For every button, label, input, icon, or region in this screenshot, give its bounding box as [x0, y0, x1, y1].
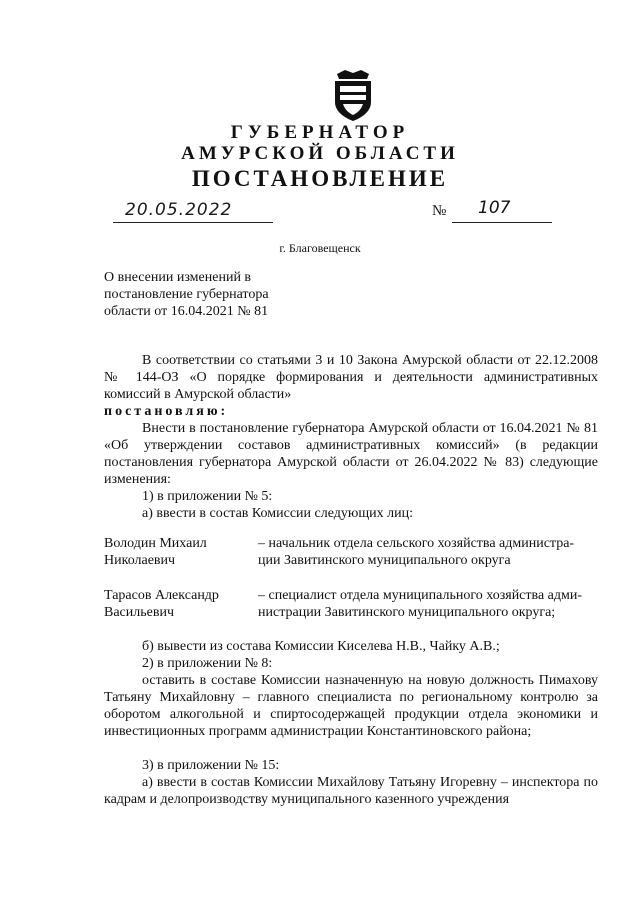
- person-description: [258, 535, 598, 569]
- preamble: В соответствии со статьями 3 и 10 Закона Амурской области от 22.12.2008 № 144-ОЗ «О порядке формирования и деятельности административных комиссий в Амурской области»: [104, 353, 598, 402]
- item-2-text: оставить в составе Комиссии назначенную на новую должность Пимахову Татьяну Михайловну – главного специалиста по региональному контролю за оборотом алкогольной и спиртосодержащей продукции отдела экономики и инвестиционных программ администрации Константиновского района;: [104, 673, 598, 739]
- person-desc-line: – начальник отдела сельского хозяйства администра-: [258, 536, 575, 551]
- person-description: [258, 587, 598, 621]
- item-3: 3) в приложении № 15:: [142, 758, 280, 773]
- person-desc-line: нистрации Завитинского муниципального округа;: [258, 605, 556, 620]
- coat-of-arms-icon: [331, 70, 375, 122]
- item-3a: а) ввести в состав Комиссии Михайлову Татьяну Игоревну – инспектора по кадрам и делопроизводству муниципального казенного учреждения: [104, 775, 598, 807]
- subject-line: О внесении изменений в: [104, 270, 252, 285]
- intro-paragraph: Внести в постановление губернатора Амурской области от 16.04.2021 № 81 «Об утверждении составов административных комиссий» (в редакции постановления губернатора Амурской области от 26.04.2022 № 83) следующие изменения:: [104, 421, 598, 487]
- person-patronymic: Васильевич: [104, 605, 174, 620]
- subject-line: постановление губернатора: [104, 287, 269, 302]
- person-surname-name: Тарасов Александр: [104, 588, 219, 603]
- date-underline: [113, 222, 273, 223]
- item-1b: б) вывести из состава Комиссии Киселева Н.В., Чайку А.В.;: [142, 639, 500, 654]
- city: г. Благовещенск: [279, 241, 361, 255]
- document-type: ПОСТАНОВЛЕНИЕ: [191, 166, 449, 191]
- document-date: 20.05.2022: [125, 200, 233, 220]
- document-number: 107: [478, 198, 511, 218]
- item-1a: а) ввести в состав Комиссии следующих лиц:: [142, 506, 413, 521]
- person-surname-name: Володин Михаил: [104, 536, 207, 551]
- person-patronymic: Николаевич: [104, 553, 176, 568]
- person-name: [104, 535, 207, 569]
- subject-line: области от 16.04.2021 № 81: [104, 304, 269, 319]
- person-name: [104, 587, 219, 621]
- number-label: №: [432, 203, 447, 219]
- person-desc-line: – специалист отдела муниципального хозяйства адми-: [258, 588, 583, 603]
- person-desc-line: ции Завитинского муниципального округа: [258, 553, 511, 568]
- governor-title: ГУБЕРНАТОР: [230, 122, 410, 143]
- decree-keyword: постановляю:: [104, 404, 229, 419]
- number-underline: [452, 222, 552, 223]
- item-2: 2) в приложении № 8:: [142, 656, 273, 671]
- item-1: 1) в приложении № 5:: [142, 489, 273, 504]
- region-title: АМУРСКОЙ ОБЛАСТИ: [181, 143, 459, 164]
- subject-block: [104, 269, 269, 320]
- decree-word: [104, 403, 598, 420]
